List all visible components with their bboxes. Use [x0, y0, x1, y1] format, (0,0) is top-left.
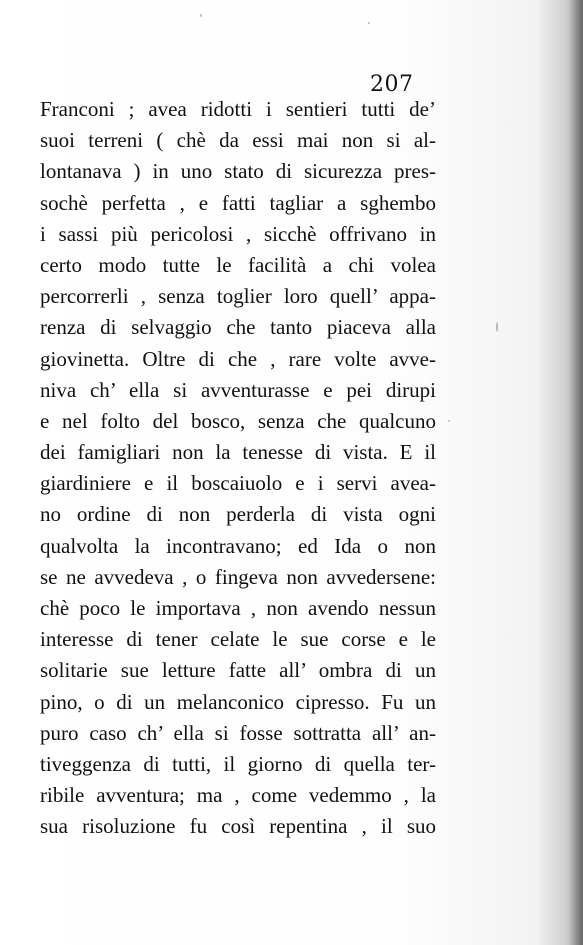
- text-line-18: interesse di tener celate le sue corse e le: [40, 627, 436, 652]
- text-line-5: i sassi più pericolosi , sicchè offrivano in: [40, 221, 436, 246]
- body-text: [40, 94, 436, 843]
- text-line-14: no ordine di non perderla di vista ogni: [40, 502, 436, 527]
- text-line-11: e nel folto del bosco, senza che qualcuno: [40, 408, 436, 433]
- text-line-22: tiveggenza di tutti, il giorno di quella ter-: [40, 751, 436, 776]
- text-line-9: giovinetta. Oltre di che , rare volte avve-: [40, 346, 436, 371]
- text-line-6: certo modo tutte le facilità a chi volea: [40, 252, 436, 277]
- text-line-24: sua risoluzione fu così repentina , il suo: [40, 814, 436, 839]
- text-line-8: renza di selvaggio che tanto piaceva alla: [40, 315, 436, 340]
- text-line-19: solitarie sue letture fatte all’ ombra di un: [40, 658, 436, 683]
- page-number: 207: [370, 72, 414, 97]
- text-line-13: giardiniere e il boscaiuolo e i servi avea-: [40, 471, 436, 496]
- page-edge-shadow: [569, 0, 583, 945]
- scan-speck: [200, 14, 202, 17]
- text-line-21: puro caso ch’ ella si fosse sottratta all’ an-: [40, 720, 436, 745]
- scan-speck: [496, 322, 498, 332]
- text-line-4: sochè perfetta , e fatti tagliar a sghembo: [40, 190, 436, 215]
- text-line-15: qualvolta la incontravano; ed Ida o non: [40, 533, 436, 558]
- text-line-16: se ne avvedeva , o fingeva non avvedersene:: [40, 564, 436, 589]
- text-line-20: pino, o di un melanconico cipresso. Fu un: [40, 689, 436, 714]
- scan-speck: [368, 22, 370, 24]
- text-line-23: ribile avventura; ma , come vedemmo , la: [40, 783, 436, 808]
- text-line-1: Franconi ; avea ridotti i sentieri tutti de’: [40, 97, 436, 121]
- text-line-2: suoi terreni ( chè da essi mai non si al-: [40, 128, 436, 153]
- text-line-17: chè poco le importava , non avendo nessun: [40, 596, 436, 620]
- text-line-10: niva ch’ ella si avventurasse e pei dirupi: [40, 377, 436, 402]
- text-line-12: dei famigliari non la tenesse di vista. E il: [40, 440, 436, 465]
- scan-speck: [448, 420, 450, 422]
- text-line-3: lontanava ) in uno stato di sicurezza pres-: [40, 159, 436, 184]
- text-line-7: percorrerli , senza toglier loro quell’ appa-: [40, 284, 436, 309]
